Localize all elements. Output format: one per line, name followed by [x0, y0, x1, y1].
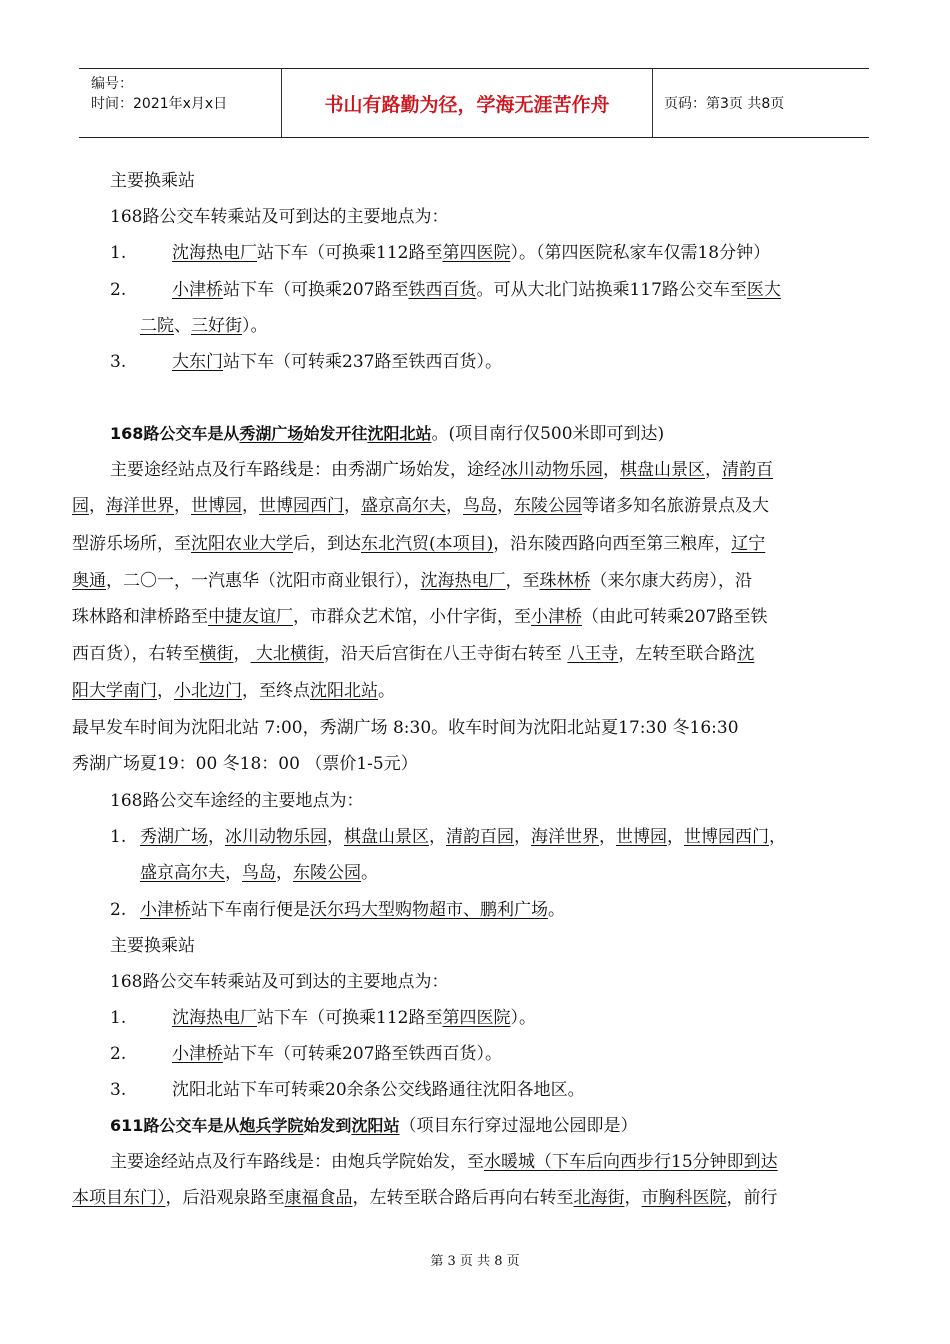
text-line: 主要换乘站 — [110, 936, 195, 956]
text-line: 珠林路和津桥路至中捷友谊厂，市群众艺术馆，小什字街，至小津桥（由此可转乘207路至铁 — [72, 607, 768, 627]
text-line: 主要换乘站 — [110, 171, 195, 191]
text-line: 168路公交车途经的主要地点为： — [110, 791, 364, 811]
list-item: 2. 小津桥站下车（可换乘207路至铁西百货。可从大北门站换乘117路公交车至医大 — [110, 280, 781, 300]
number-label: 编号： — [91, 76, 133, 92]
text-line: 园，海洋世界，世博园，世博园西门，盛京高尔夫，鸟岛，东陵公园等诸多知名旅游景点及大 — [72, 496, 769, 516]
date-label: 时间：2021年x月x日 — [91, 96, 228, 112]
text-line: 西百货），右转至横街， 大北横街，沿天后宫街在八王寺街右转至 八王寺，左转至联合路沈 — [72, 644, 755, 664]
header-motto: 书山有路勤为径，学海无涯苦作舟 — [324, 93, 610, 116]
header-info-cell — [79, 69, 279, 137]
page-footer: 第 3 页 共 8 页 — [430, 1254, 520, 1269]
text-line: 主要途经站点及行车路线是：由炮兵学院始发，至水暖城（下车后向西步行15分钟即到达 — [110, 1152, 778, 1172]
header-divider — [652, 69, 653, 137]
list-item: 3. 沈阳北站下车可转乘20余条公交线路通往沈阳各地区。 — [110, 1080, 585, 1100]
text-line: 168路公交车转乘站及可到达的主要地点为： — [110, 972, 449, 992]
text-line: 二院、三好街）。 — [140, 316, 268, 336]
text-line: 奥通，二〇一，一汽惠华（沈阳市商业银行），沈海热电厂，至珠林桥（来尔康大药房），沿 — [72, 571, 752, 591]
section-heading: 611路公交车是从炮兵学院始发到沈阳站（项目东行穿过湿地公园即是） — [110, 1116, 638, 1136]
section-heading: 168路公交车是从秀湖广场始发开往沈阳北站。(项目南行仅500米即可到达) — [110, 424, 665, 444]
text-line: 阳大学南门，小北边门，至终点沈阳北站。 — [72, 681, 395, 701]
list-item: 1. 沈海热电厂站下车（可换乘112路至第四医院）。（第四医院私家车仅需18分钟） — [110, 243, 771, 263]
text-line: 168路公交车转乘站及可到达的主要地点为： — [110, 207, 449, 227]
text-line: 盛京高尔夫，鸟岛，东陵公园。 — [140, 863, 378, 883]
schedule-line: 秀湖广场夏19：00 冬18：00 （票价1-5元） — [72, 754, 418, 774]
list-item: 1. 沈海热电厂站下车（可换乘112路至第四医院）。 — [110, 1008, 536, 1028]
text-line: 本项目东门），后沿观泉路至康福食品，左转至联合路后再向右转至北海街，市胸科医院，前行 — [72, 1188, 778, 1208]
schedule-line: 最早发车时间为沈阳北站 7:00，秀湖广场 8:30。收车时间为沈阳北站夏17:30 冬16:30 — [72, 718, 739, 738]
list-item: 1. 秀湖广场，冰川动物乐园，棋盘山景区，清韵百园，海洋世界，世博园，世博园西门， — [110, 827, 786, 847]
page-header — [79, 68, 869, 138]
list-item: 2. 小津桥站下车（可转乘207路至铁西百货）。 — [110, 1044, 502, 1064]
list-item: 3. 大东门站下车（可转乘237路至铁西百货）。 — [110, 352, 502, 372]
text-line: 型游乐场所，至沈阳农业大学后，到达东北汽贸(本项目)，沿东陵西路向西至第三粮库，辽宁 — [72, 534, 766, 554]
header-page-label: 页码：第3页 共8页 — [664, 96, 785, 112]
text-line: 主要途经站点及行车路线是：由秀湖广场始发，途经冰川动物乐园，棋盘山景区，清韵百 — [110, 460, 773, 480]
list-item: 2. 小津桥站下车南行便是沃尔玛大型购物超市、鹏利广场。 — [110, 900, 565, 920]
